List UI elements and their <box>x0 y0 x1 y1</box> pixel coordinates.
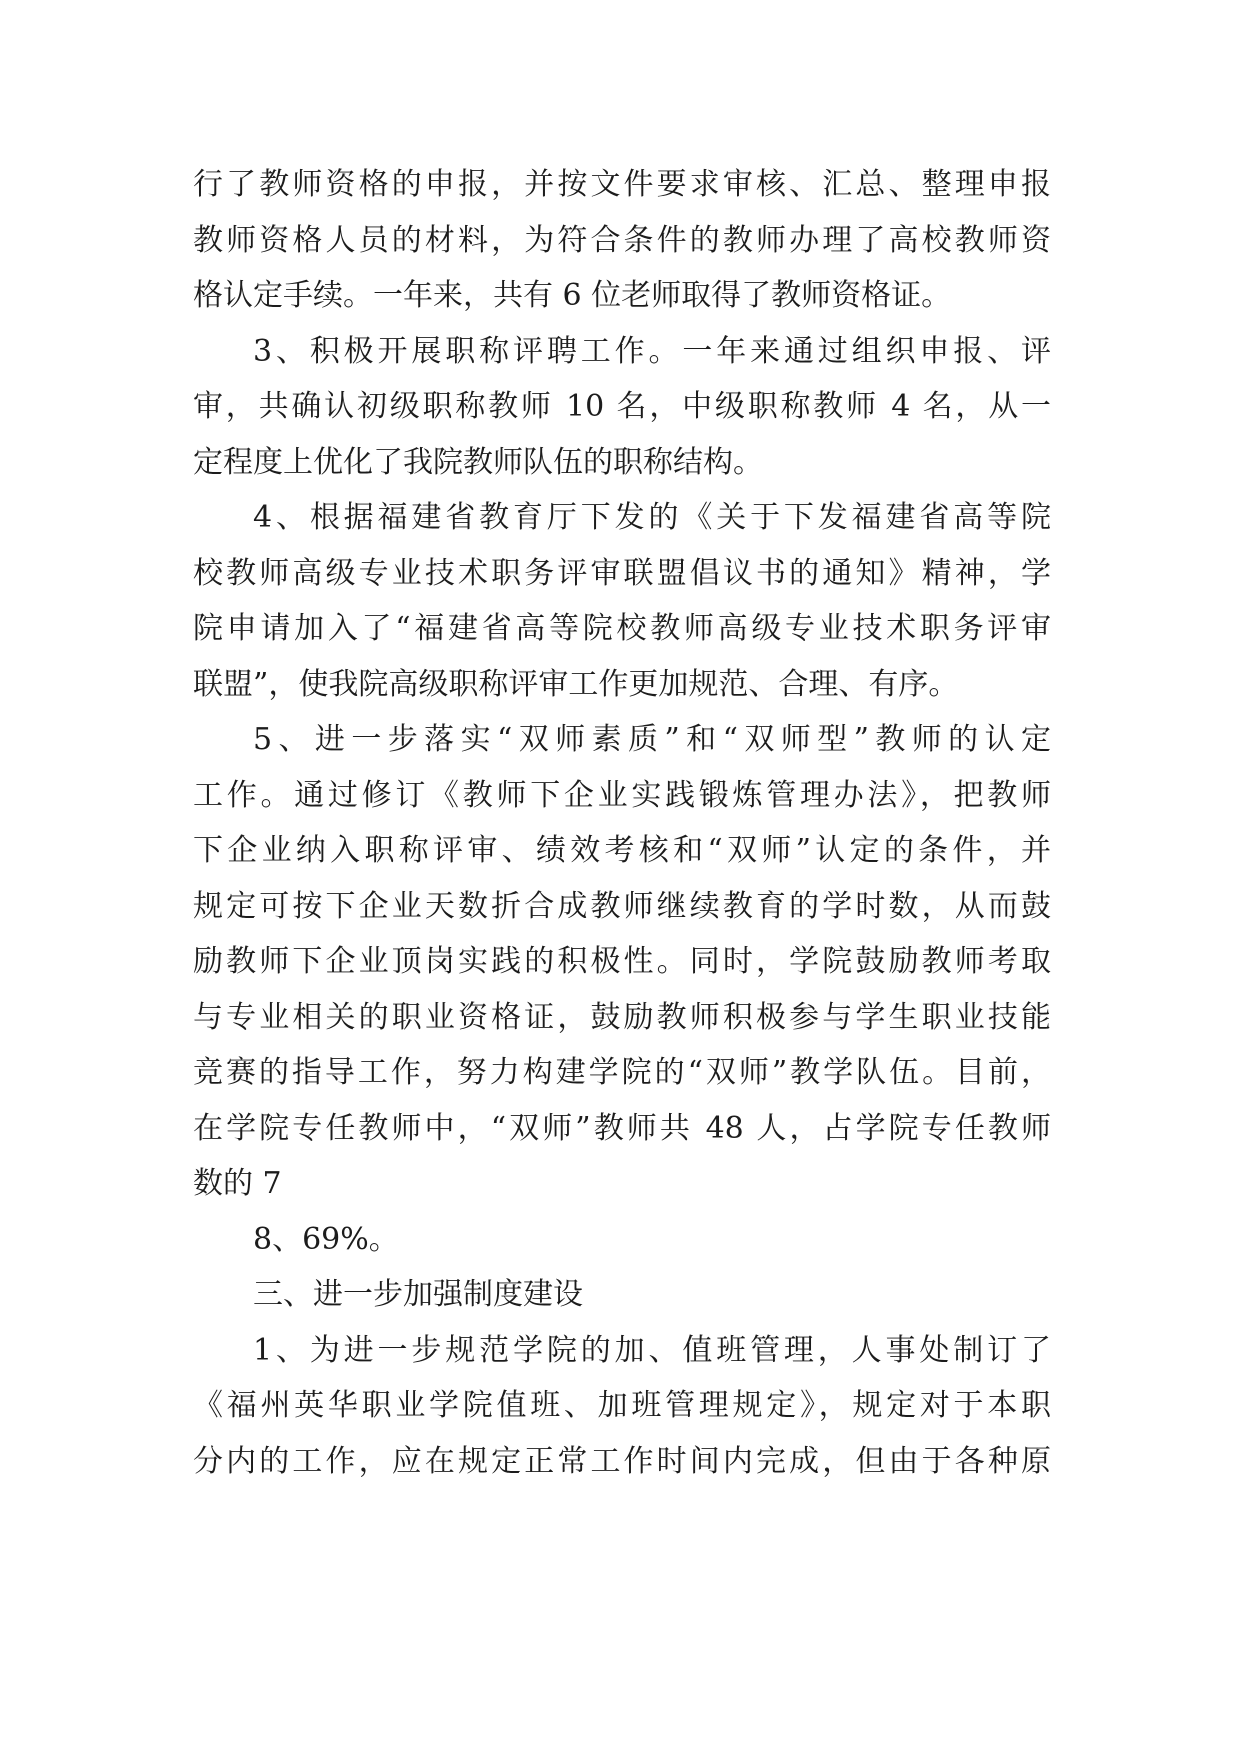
text-line-18: 在学院专任教师中，“双师”教师共 48 人，占学院专任教师 <box>193 1110 1051 1146</box>
text-line-11: 5、进一步落实“双师素质”和“双师型”教师的认定 <box>253 722 1051 757</box>
text-line-22: 1、为进一步规范学院的加、值班管理，人事处制订了 <box>253 1332 1051 1368</box>
text-line-14: 规定可按下企业天数折合成教师继续教育的学时数，从而鼓 <box>193 888 1051 924</box>
text-line-24: 分内的工作，应在规定正常工作时间内完成，但由于各种原 <box>193 1443 1051 1479</box>
text-line-15: 励教师下企业顶岗实践的积极性。同时，学院鼓励教师考取 <box>193 944 1051 979</box>
text-line-7: 4、根据福建省教育厅下发的《关于下发福建省高等院 <box>253 500 1051 535</box>
text-line-17: 竞赛的指导工作，努力构建学院的“双师”教学队伍。目前， <box>193 1055 1051 1090</box>
text-line-9: 院申请加入了“福建省高等院校教师高级专业技术职务评审 <box>193 611 1051 646</box>
text-line-10: 联盟”，使我院高级职称评审工作更加规范、合理、有序。 <box>193 666 959 702</box>
document-body <box>193 157 1051 1489</box>
text-line-20: 8、69%。 <box>253 1221 399 1257</box>
text-line-3: 格认定手续。一年来，共有 6 位老师取得了教师资格证。 <box>193 278 952 313</box>
text-line-12: 工作。通过修订《教师下企业实践锻炼管理办法》，把教师 <box>193 777 1051 813</box>
text-line-16: 与专业相关的职业资格证，鼓励教师积极参与学生职业技能 <box>193 999 1051 1035</box>
text-line-8: 校教师高级专业技术职务评审联盟倡议书的通知》精神，学 <box>193 555 1051 591</box>
text-line-2: 教师资格人员的材料，为符合条件的教师办理了高校教师资 <box>193 222 1051 258</box>
text-line-19: 数的 7 <box>193 1166 282 1201</box>
text-line-4: 3、积极开展职称评聘工作。一年来通过组织申报、评 <box>253 333 1051 369</box>
text-line-5: 审，共确认初级职称教师 10 名，中级职称教师 4 名，从一 <box>193 389 1051 424</box>
text-line-13: 下企业纳入职称评审、绩效考核和“双师”认定的条件，并 <box>193 833 1051 868</box>
text-line-23: 《福州英华职业学院值班、加班管理规定》，规定对于本职 <box>193 1388 1051 1423</box>
text-line-1: 行了教师资格的申报，并按文件要求审核、汇总、整理申报 <box>193 167 1051 202</box>
text-line-6: 定程度上优化了我院教师队伍的职称结构。 <box>193 444 763 480</box>
section-heading: 三、进一步加强制度建设 <box>253 1277 583 1312</box>
